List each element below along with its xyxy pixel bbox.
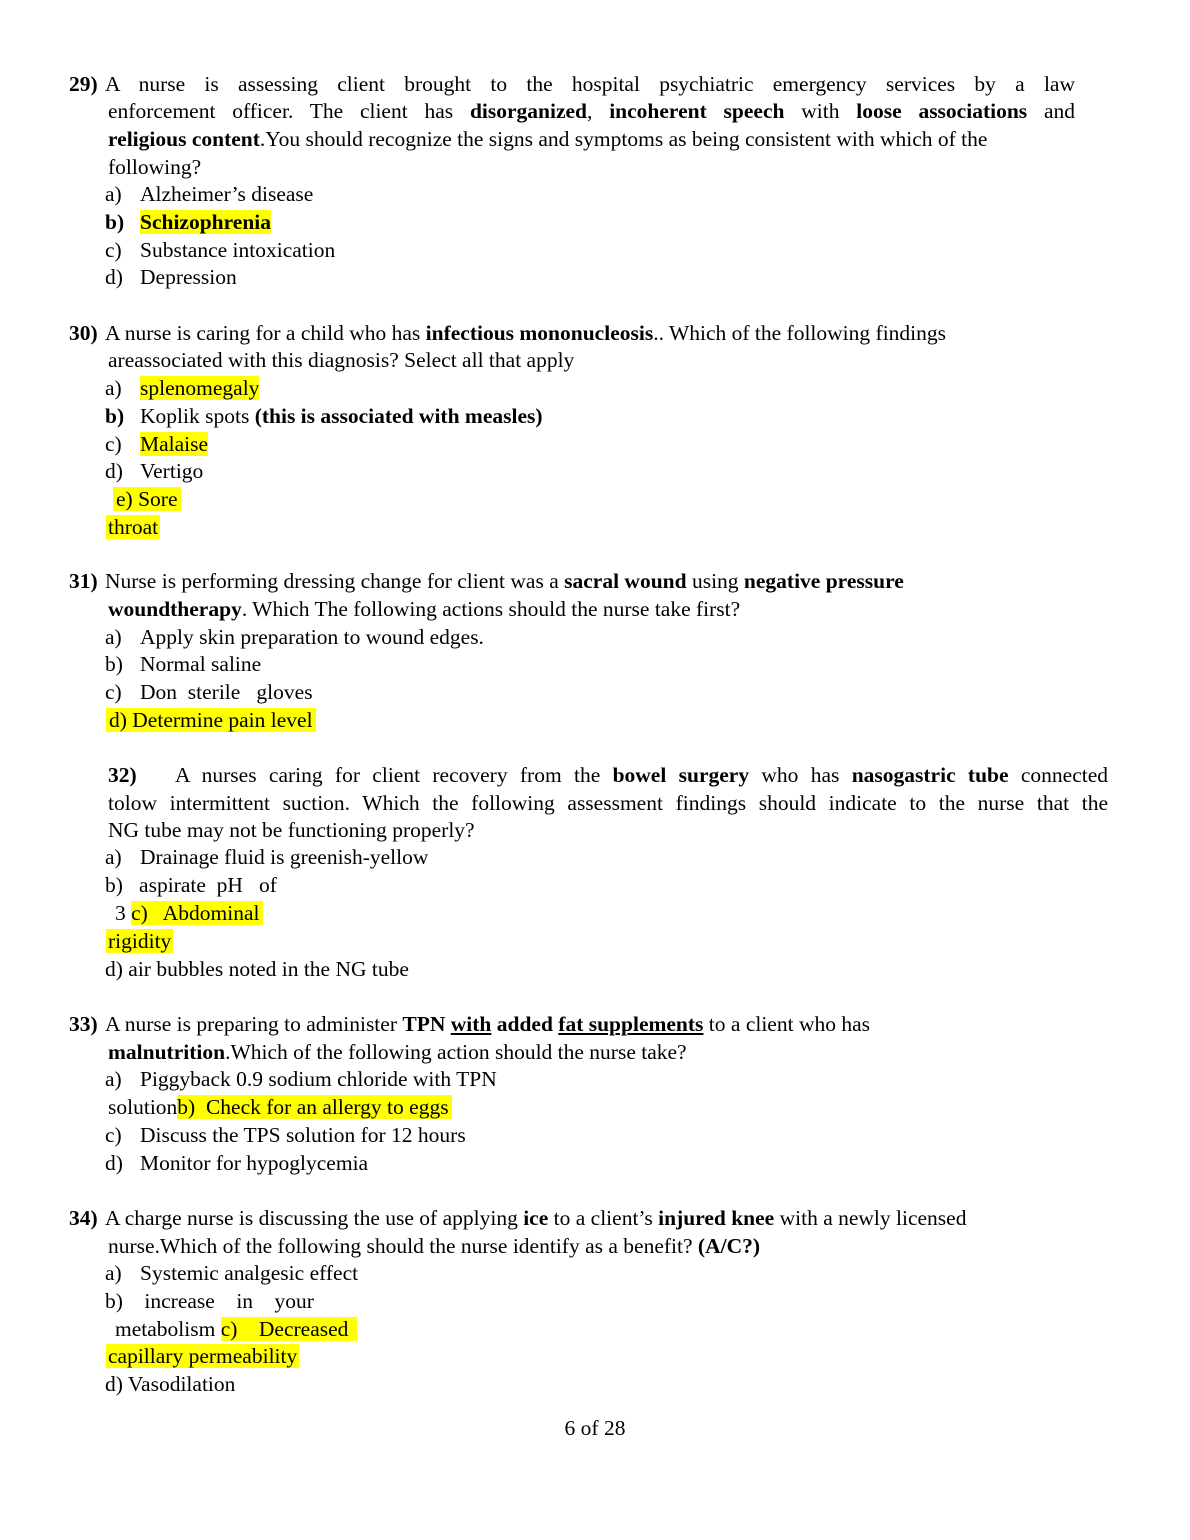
q30-option-e-cont: throat	[108, 515, 159, 539]
page-number: 6 of 28	[564, 1416, 626, 1440]
q29-number: 29)	[69, 72, 98, 96]
q30-option-e: e) Sore	[113, 485, 181, 513]
q32-number: 32)	[108, 763, 137, 787]
q30-number: 30)	[69, 321, 98, 345]
q34-option-b: b) increase in your	[105, 1289, 314, 1313]
q33-option-d: d) Monitor for hypoglycemia	[105, 1151, 369, 1175]
q33-option-a: a) Piggyback 0.9 sodium chloride with TPN	[105, 1067, 497, 1091]
q31-option-d: d) Determine pain level	[106, 706, 316, 734]
q30-option-d: d) Vertigo	[105, 459, 204, 483]
q33-stem-line2: malnutrition.Which of the following action should the nurse take?	[108, 1040, 687, 1064]
q30-option-c: c) Malaise	[105, 432, 209, 456]
q29-stem-line4: following?	[108, 155, 202, 179]
q29-option-b: b) Schizophrenia	[105, 210, 272, 234]
q30-option-a: a) splenomegaly	[105, 376, 260, 400]
q34-stem-line2: nurse.Which of the following should the nurse identify as a benefit? (A/C?)	[108, 1234, 761, 1258]
q31-number: 31)	[69, 569, 98, 593]
q30-option-b: b) Koplik spots (this is associated with measles)	[105, 404, 543, 428]
q34-option-a: a) Systemic analgesic effect	[105, 1261, 359, 1285]
q31-stem-line1: Nurse is performing dressing change for client was a sacral wound using negative pressure	[105, 569, 904, 593]
q29-option-d: d) Depression	[105, 265, 237, 289]
q31-option-c: c) Don sterile gloves	[105, 680, 313, 704]
q32-option-c-cont: rigidity	[108, 929, 172, 953]
q33-option-b: solutionb) Check for an allergy to eggs	[108, 1093, 452, 1121]
q33-number: 33)	[69, 1012, 98, 1036]
q33-option-c: c) Discuss the TPS solution for 12 hours	[105, 1123, 466, 1147]
q29-stem-line2: enforcement officer. The client has disorganized, incoherent speech with loose associations and	[108, 99, 1075, 123]
q32-stem-line3: NG tube may not be functioning properly?	[108, 818, 475, 842]
q34-option-c: metabolism c) Decreased	[115, 1315, 357, 1343]
q32-option-c: 3 c) Abdominal	[115, 899, 263, 927]
q30-stem-line2: areassociated with this diagnosis? Select all that apply	[108, 348, 575, 372]
q29-stem-line3: religious content.You should recognize the signs and symptoms as being consistent with which of the	[108, 127, 988, 151]
q29-option-a: a) Alzheimer’s disease	[105, 182, 314, 206]
q32-option-b: b) aspirate pH of	[105, 873, 277, 897]
q31-option-a: a) Apply skin preparation to wound edges.	[105, 625, 484, 649]
q32-stem-line2: tolow intermittent suction. Which the following assessment findings should indicate to the nurse that the	[108, 791, 1108, 815]
q29-stem-line1: A nurse is assessing client brought to the hospital psychiatric emergency services by a law	[105, 72, 1075, 96]
q29-option-c: c) Substance intoxication	[105, 238, 336, 262]
q34-number: 34)	[69, 1206, 98, 1230]
q31-option-b: b) Normal saline	[105, 652, 262, 676]
q32-option-a: a) Drainage fluid is greenish-yellow	[105, 845, 429, 869]
q30-stem-line1: A nurse is caring for a child who has infectious mononucleosis.. Which of the following findings	[105, 321, 947, 345]
q32-stem-line1: A nurses caring for client recovery from the bowel surgery who has nasogastric tube connected	[175, 763, 1109, 787]
q34-option-d: d) Vasodilation	[105, 1372, 236, 1396]
q34-stem-line1: A charge nurse is discussing the use of applying ice to a client’s injured knee with a newly licensed	[105, 1206, 967, 1230]
q31-stem-line2: woundtherapy. Which The following actions should the nurse take first?	[108, 597, 741, 621]
q33-stem-line1: A nurse is preparing to administer TPN with added fat supplements to a client who has	[105, 1012, 871, 1036]
q34-option-c-cont: capillary permeability	[108, 1344, 298, 1368]
q32-option-d: d) air bubbles noted in the NG tube	[105, 957, 409, 981]
